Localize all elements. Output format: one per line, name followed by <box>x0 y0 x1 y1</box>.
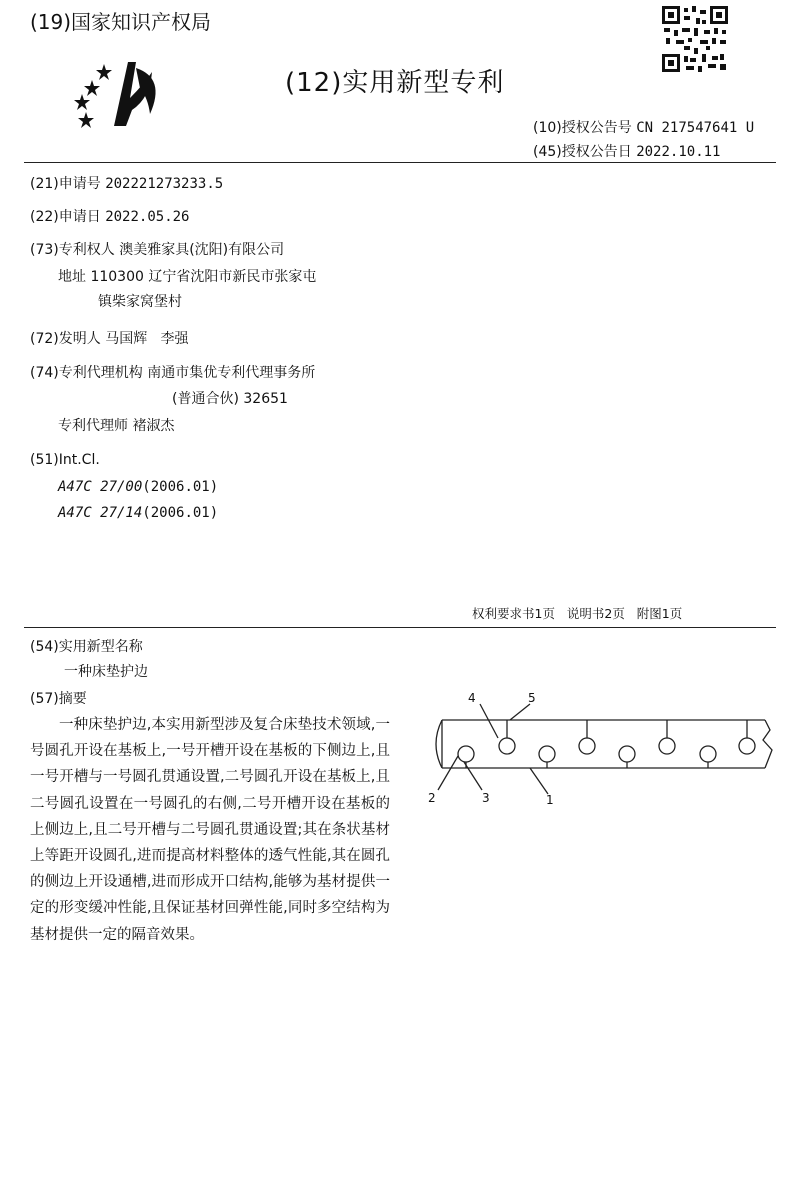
intcl-item <box>58 479 218 495</box>
abstract-text: 一种床垫护边,本实用新型涉及复合床垫技术领域,一号圆孔开设在基板上,一号开槽开设在基板的下侧边上,且一号开槽与一号圆孔贯通设置,二号圆孔开设在基板上,且二号圆孔设置在一号圆孔的右侧,二号开槽开设在基板的上侧边上,且二号开槽与二号圆孔贯通设置;其在条状基材上等距开设圆孔,进而提高材料整体的透气性能,其在圆孔的侧边上开设通槽,进而形成开口结构,能够为基材提供一定的形变缓冲性能,且保证基材回弹性能,同时多空结构为基材提供一定的隔音效果。 <box>30 717 390 943</box>
publication-date-row <box>533 141 721 161</box>
pages-summary: 权利要求书1页 说明书2页 附图1页 <box>472 606 683 621</box>
intcl-code: A47C 27/14 <box>58 505 143 521</box>
patentee-row <box>30 239 284 259</box>
application-date-label: (22)申请日 <box>30 209 101 225</box>
intcl-label: (51)Int.Cl. <box>30 452 100 468</box>
publication-number-row <box>533 117 754 137</box>
agency-row <box>30 362 315 382</box>
document-type: (12)实用新型专利 <box>285 68 505 98</box>
application-number-row <box>30 173 223 193</box>
abstract-figure <box>420 690 780 810</box>
intcl-version: (2006.01) <box>142 505 219 521</box>
cnipa-logo <box>70 58 170 130</box>
inventors: 马国辉 李强 <box>105 331 189 347</box>
publication-date-label: (45)授权公告日 <box>533 144 632 160</box>
application-date-row <box>30 206 190 226</box>
application-number-label: (21)申请号 <box>30 176 101 192</box>
agent-label: 专利代理师 <box>58 418 128 434</box>
patentee-label: (73)专利权人 <box>30 242 115 258</box>
inventor-row <box>30 328 189 348</box>
address-line1: 110300 辽宁省沈阳市新民市张家屯 <box>90 269 317 285</box>
figure-label: 2 <box>428 791 436 805</box>
figure-label: 1 <box>546 793 554 807</box>
utility-model-title: 一种床垫护边 <box>64 664 148 680</box>
agency-line2: (普通合伙) 32651 <box>172 391 288 407</box>
figure-label: 3 <box>482 791 490 805</box>
agency-line1: 南通市集优专利代理事务所 <box>147 365 316 381</box>
agent: 褚淑杰 <box>132 418 175 434</box>
abstract-label: (57)摘要 <box>30 691 87 707</box>
intcl-version: (2006.01) <box>142 479 219 495</box>
address-label: 地址 <box>58 269 86 285</box>
address-line2: 镇柴家窝堡村 <box>98 294 182 310</box>
application-date: 2022.05.26 <box>105 209 190 225</box>
qr-code <box>662 6 728 72</box>
intcl-item <box>58 505 218 521</box>
patentee: 澳美雅家具(沈阳)有限公司 <box>119 242 285 258</box>
agent-row <box>58 415 174 435</box>
inventor-label: (72)发明人 <box>30 331 101 347</box>
header-divider <box>24 162 776 163</box>
publication-number-label: (10)授权公告号 <box>533 120 632 136</box>
office-name: (19)国家知识产权局 <box>30 10 212 34</box>
intcl-code: A47C 27/00 <box>58 479 143 495</box>
figure-label: 5 <box>528 691 536 705</box>
abstract-divider <box>24 627 776 628</box>
publication-date: 2022.10.11 <box>636 144 721 160</box>
figure-label: 4 <box>468 691 476 705</box>
application-number: 202221273233.5 <box>105 176 224 192</box>
publication-number: CN 217547641 U <box>636 120 755 136</box>
title-label: (54)实用新型名称 <box>30 639 143 655</box>
address-row <box>58 266 316 286</box>
agency-label: (74)专利代理机构 <box>30 365 143 381</box>
